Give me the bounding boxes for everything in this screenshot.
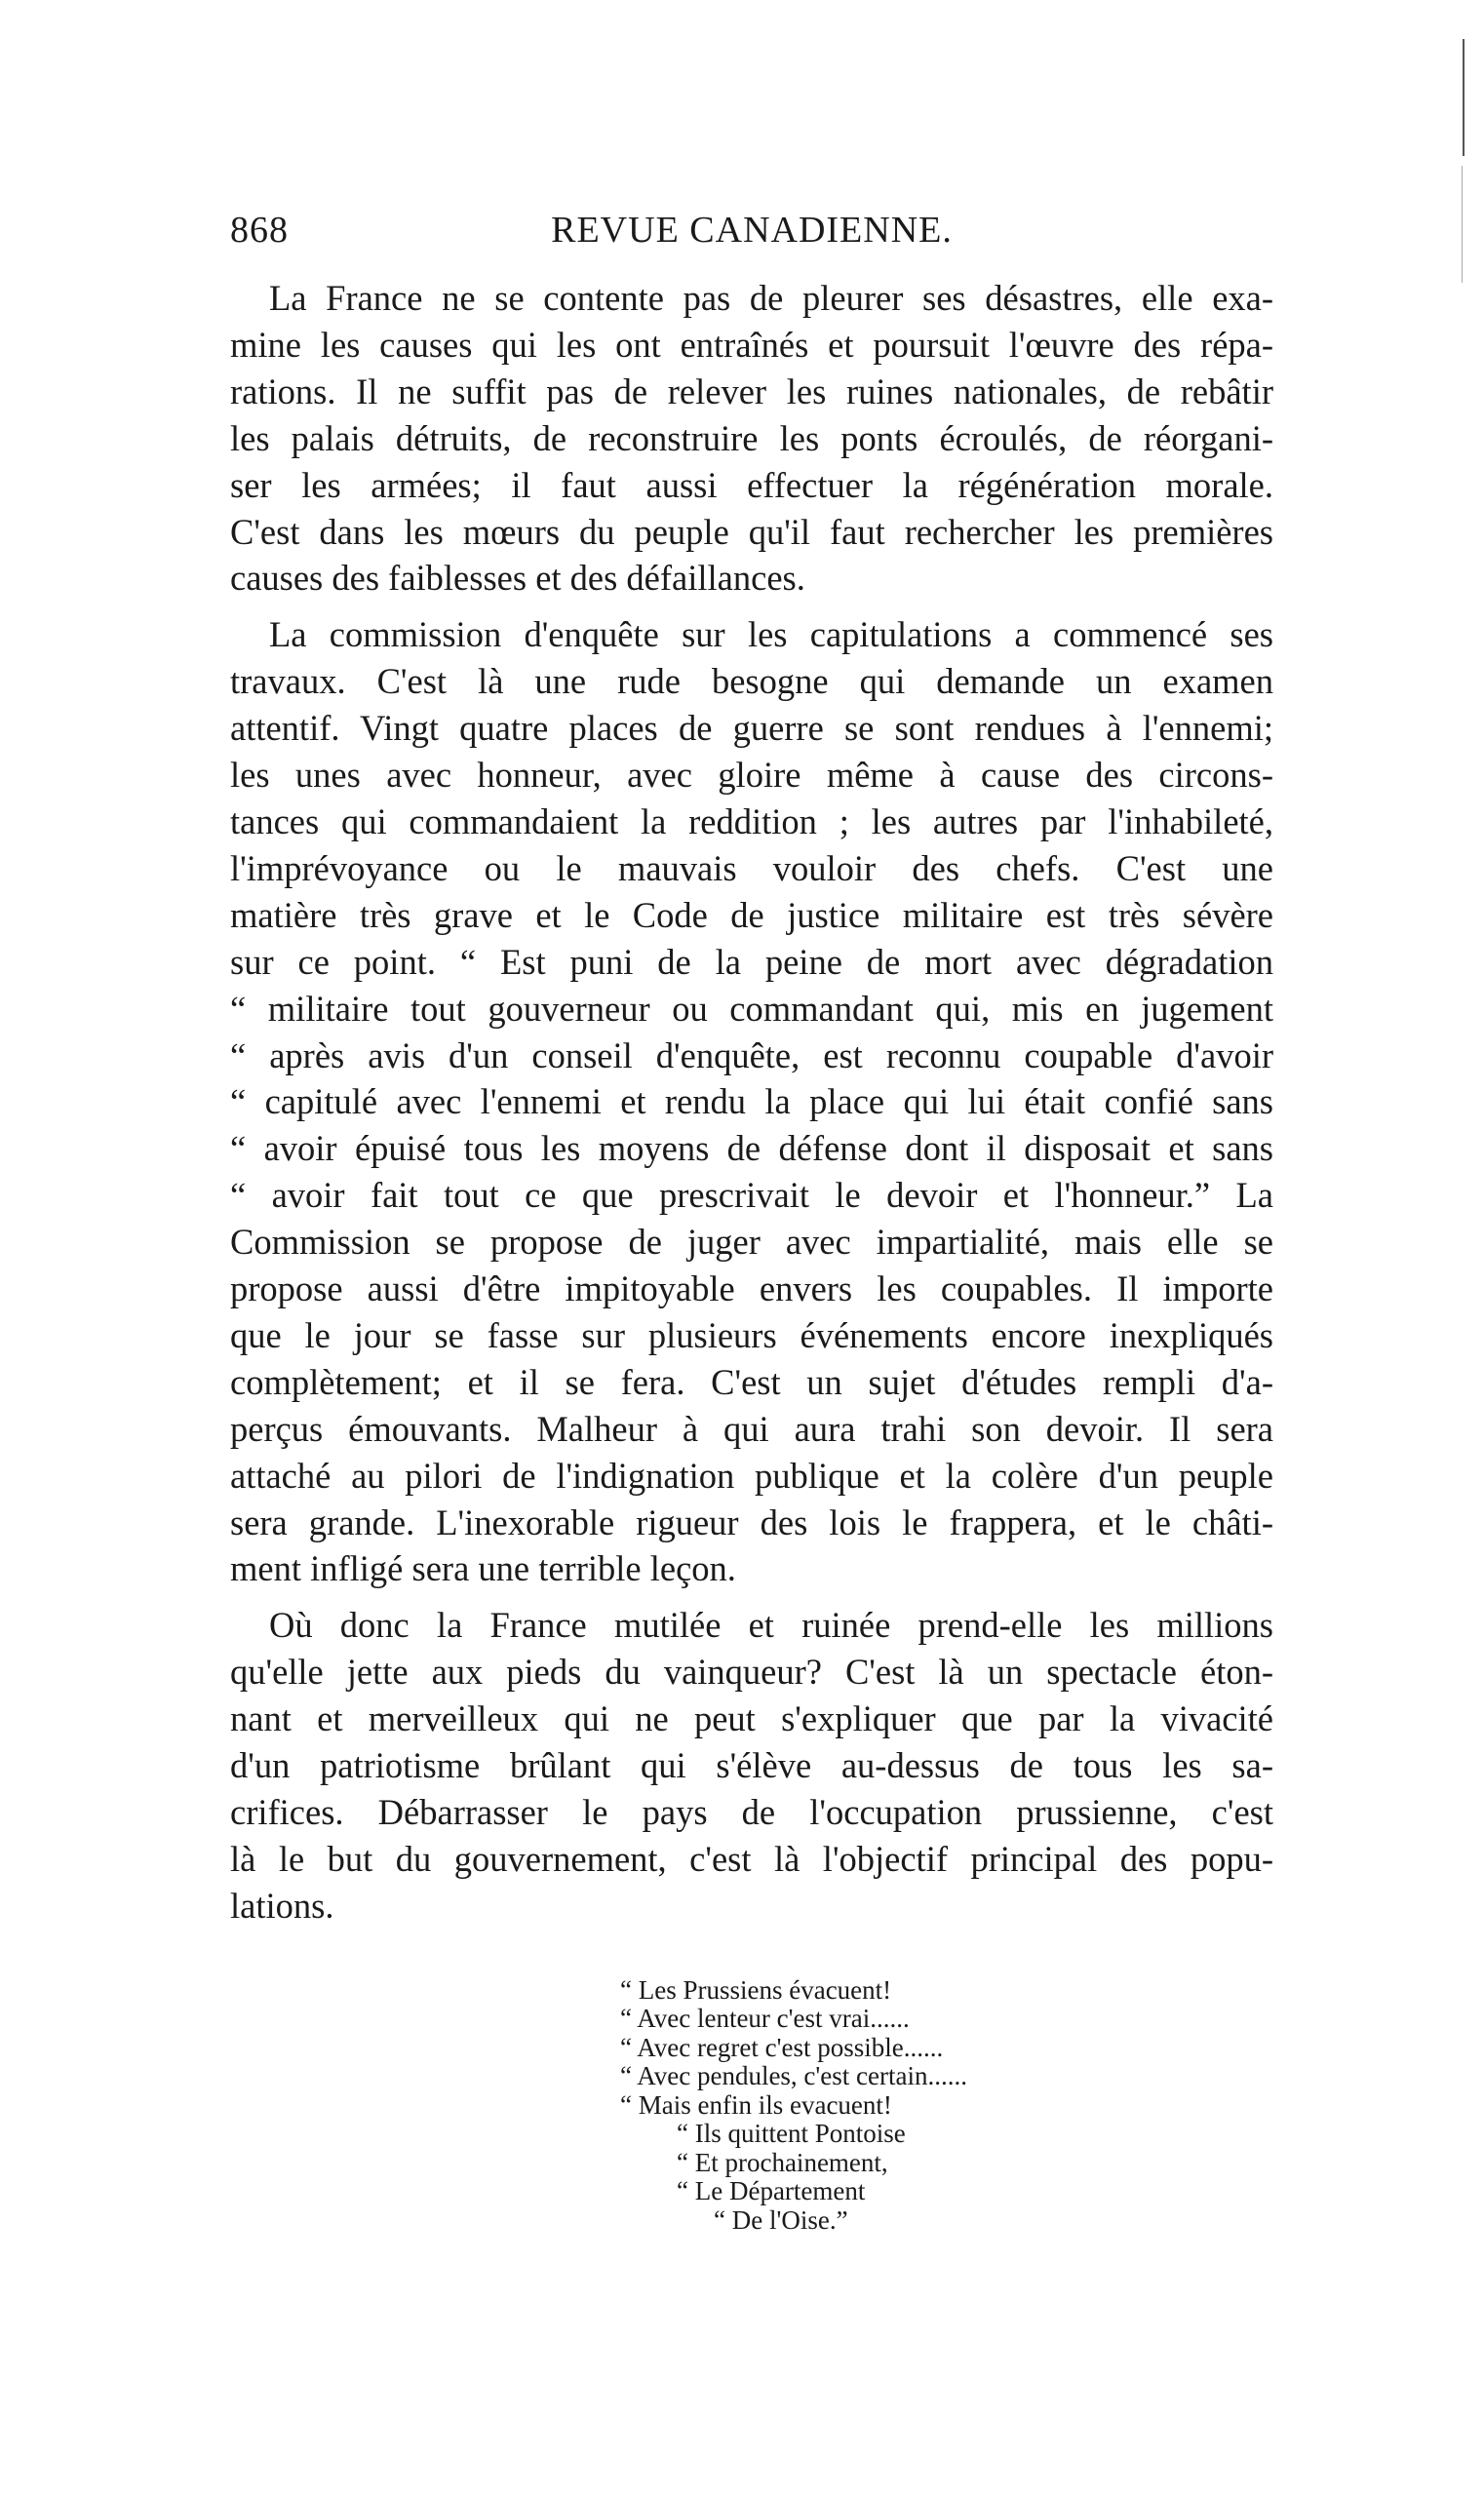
text-line: mine les causes qui les ont entraînés et poursuit l'œuvre des répa- [230, 324, 1273, 365]
text-line: complètement; et il se fera. C'est un sujet d'études rempli d'a- [230, 1361, 1273, 1402]
text-line: nant et merveilleux qui ne peut s'expliquer que par la vivacité [230, 1698, 1273, 1739]
paragraph [230, 1602, 1273, 1929]
text-line: les palais détruits, de reconstruire les ponts écroulés, de réorgani- [230, 417, 1273, 458]
text-line: sur ce point. “ Est puni de la peine de mort avec dégradation [230, 941, 1273, 982]
text-line: qu'elle jette aux pieds du vainqueur? C'est là un spectacle éton- [230, 1652, 1273, 1693]
text-line: La commission d'enquête sur les capitulations a commencé ses [269, 614, 1273, 655]
page-number: 868 [230, 210, 289, 251]
verse-line: “ Et prochainement, [677, 2147, 888, 2177]
text-line: attaché au pilori de l'indignation publique et la colère d'un peuple [230, 1455, 1273, 1496]
text-line: l'imprévoyance ou le mauvais vouloir des chefs. C'est une [230, 847, 1273, 888]
text-line: “ militaire tout gouverneur ou commandant qui, mis en jugement [230, 988, 1273, 1029]
text-line: “ avoir fait tout ce que prescrivait le devoir et l'honneur.” La [230, 1175, 1273, 1216]
text-line: ser les armées; il faut aussi effectuer la régénération morale. [230, 464, 1273, 505]
text-line: causes des faiblesses et des défaillances. [230, 558, 805, 599]
running-header [230, 195, 1273, 254]
text-line: “ avoir épuisé tous les moyens de défense dont il disposait et sans [230, 1128, 1273, 1169]
verse-line: “ Le Département [677, 2176, 866, 2206]
text-line: rations. Il ne suffit pas de relever les ruines nationales, de rebâtir [230, 370, 1273, 411]
text-line: attentif. Vingt quatre places de guerre se sont rendues à l'ennemi; [230, 708, 1273, 749]
paragraph [230, 611, 1273, 1592]
text-line: Commission se propose de juger avec impartialité, mais elle se [230, 1222, 1273, 1263]
verse-line: “ Les Prussiens évacuent! [620, 1974, 892, 2005]
page-body [230, 275, 1273, 1930]
text-line: “ capitulé avec l'ennemi et rendu la place qui lui était confié sans [230, 1081, 1273, 1122]
text-line: lations. [230, 1885, 334, 1926]
scan-edge-mark [1463, 39, 1464, 156]
verse-line: “ De l'Oise.” [714, 2204, 848, 2235]
text-line: d'un patriotisme brûlant qui s'élève au-dessus de tous les sa- [230, 1745, 1273, 1786]
text-line: que le jour se fasse sur plusieurs événements encore inexpliqués [230, 1314, 1273, 1355]
text-line: La France ne se contente pas de pleurer ses désastres, elle exa- [269, 278, 1273, 318]
text-line: perçus émouvants. Malheur à qui aura trahi son devoir. Il sera [230, 1408, 1273, 1449]
scan-edge-mark [1462, 166, 1463, 283]
book-page [230, 195, 1273, 2235]
text-line: crifices. Débarrasser le pays de l'occupation prussienne, c'est [230, 1792, 1273, 1832]
text-line: ment infligé sera une terrible leçon. [230, 1548, 736, 1589]
verse-line: “ Avec pendules, c'est certain...... [620, 2061, 967, 2091]
text-line: propose aussi d'être impitoyable envers les coupables. Il importe [230, 1268, 1273, 1309]
verse-quotation [620, 1976, 1273, 2236]
verse-line: “ Ils quittent Pontoise [677, 2119, 906, 2149]
paragraph [230, 275, 1273, 602]
text-line: C'est dans les mœurs du peuple qu'il faut rechercher les premières [230, 511, 1273, 552]
text-line: Où donc la France mutilée et ruinée prend-elle les millions [269, 1605, 1273, 1646]
text-line: tances qui commandaient la reddition ; les autres par l'inhabileté, [230, 800, 1273, 841]
text-line: travaux. C'est là une rude besogne qui demande un examen [230, 661, 1273, 702]
text-line: matière très grave et le Code de justice militaire est très sévère [230, 894, 1273, 935]
text-line: “ après avis d'un conseil d'enquête, est reconnu coupable d'avoir [230, 1034, 1273, 1075]
text-line: les unes avec honneur, avec gloire même à cause des circons- [230, 755, 1273, 796]
verse-line: “ Avec regret c'est possible...... [620, 2032, 944, 2062]
text-line: là le but du gouvernement, c'est là l'objectif principal des popu- [230, 1838, 1273, 1879]
text-line: sera grande. L'inexorable rigueur des lois le frappera, et le châti- [230, 1502, 1273, 1542]
verse-line: “ Mais enfin ils evacuent! [620, 2089, 892, 2120]
running-title: REVUE CANADIENNE. [551, 210, 953, 251]
verse-line: “ Avec lenteur c'est vrai...... [620, 2004, 910, 2034]
